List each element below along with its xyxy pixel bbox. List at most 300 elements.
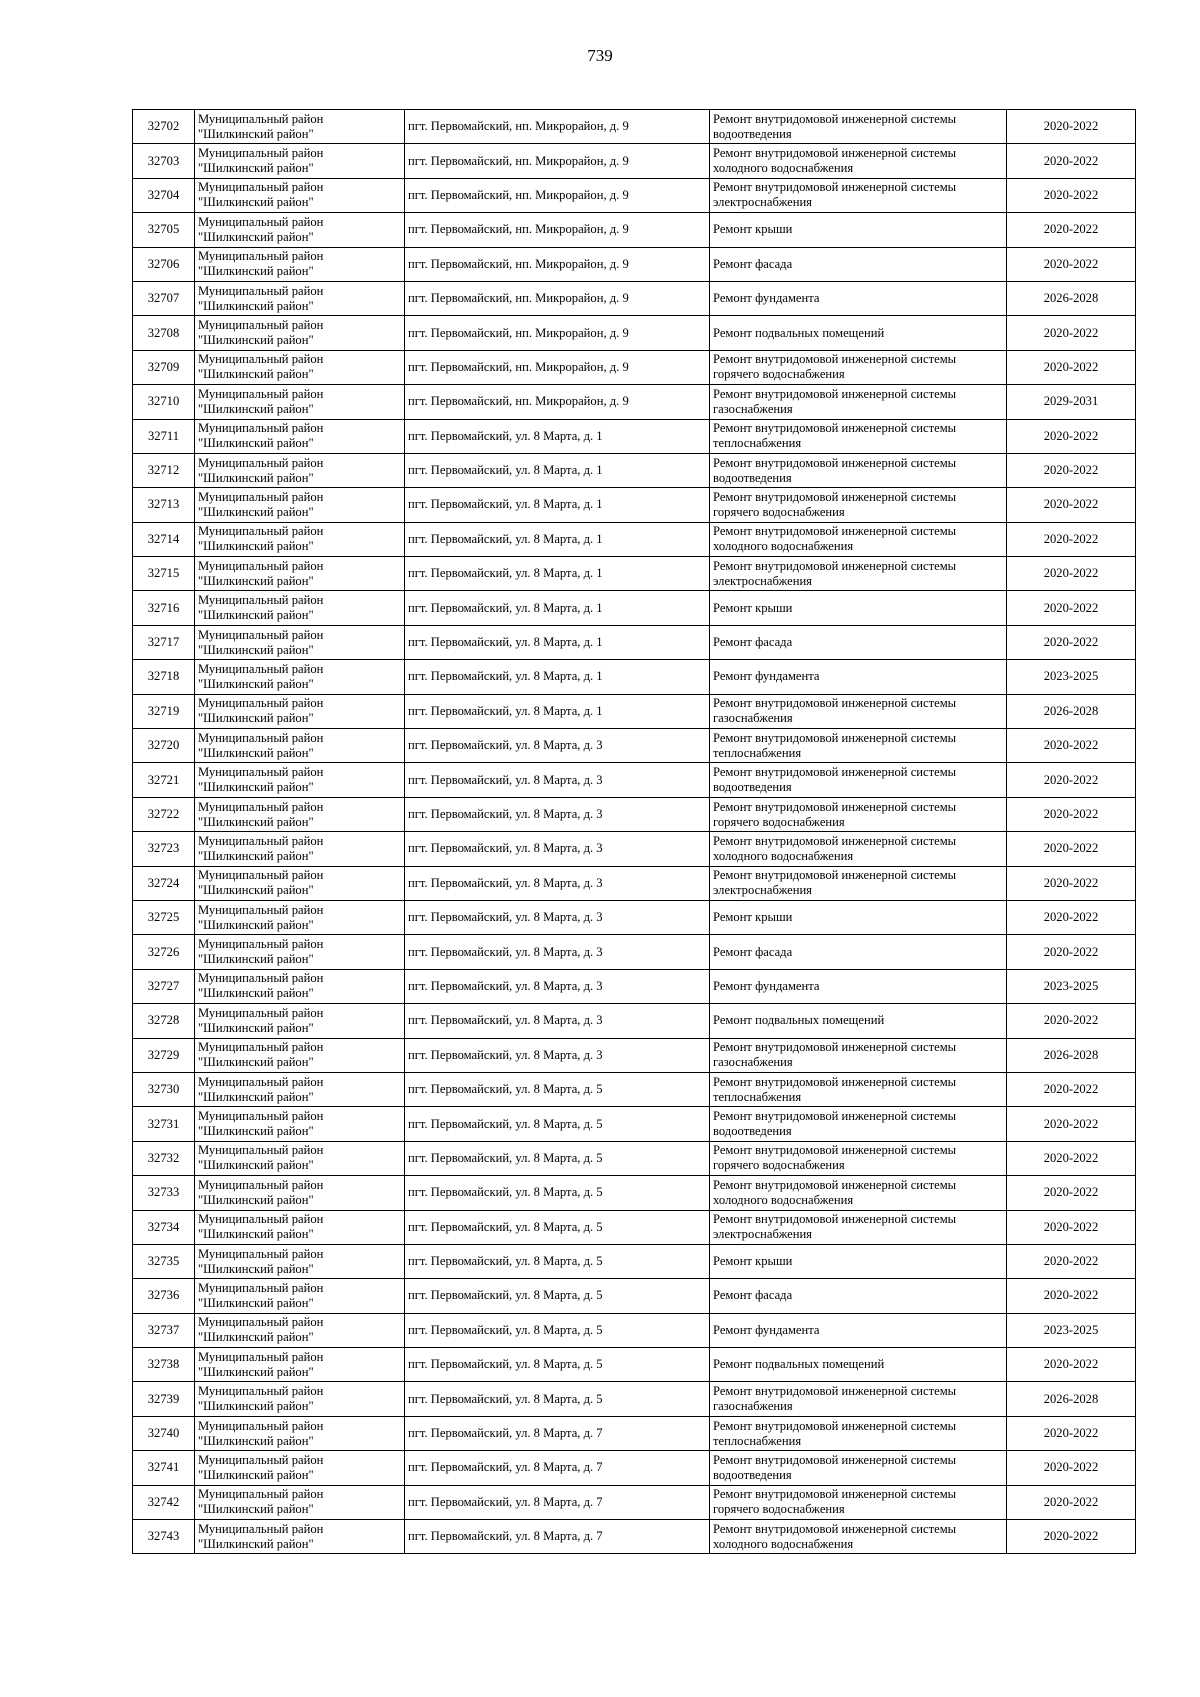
municipality-cell — [195, 1520, 405, 1554]
work-type-line: Ремонт подвальных помещений — [713, 1357, 885, 1372]
municipality-line: "Шилкинский район" — [198, 642, 314, 657]
work-type-line: водоотведения — [713, 1124, 792, 1139]
work-type-cell — [710, 1107, 1007, 1141]
work-type-line: Ремонт фасада — [713, 256, 793, 271]
address-cell: пгт. Первомайский, ул. 8 Марта, д. 1 — [405, 660, 710, 694]
municipality-cell — [195, 797, 405, 831]
work-type-line: Ремонт внутридомовой инженерной системы — [713, 1452, 957, 1467]
table-row — [133, 488, 1136, 522]
municipality-line: Муниципальный район — [198, 1280, 324, 1295]
period-cell: 2020-2022 — [1007, 832, 1136, 866]
work-type-line: горячего водоснабжения — [713, 367, 845, 382]
address-cell: пгт. Первомайский, ул. 8 Марта, д. 7 — [405, 1485, 710, 1519]
work-type-line: Ремонт фасада — [713, 1288, 793, 1303]
table-row — [133, 316, 1136, 350]
municipality-line: "Шилкинский район" — [198, 711, 314, 726]
period-cell: 2023-2025 — [1007, 969, 1136, 1003]
table-row — [133, 935, 1136, 969]
table-row — [133, 866, 1136, 900]
address-cell: пгт. Первомайский, ул. 8 Марта, д. 3 — [405, 729, 710, 763]
municipality-line: "Шилкинский район" — [198, 1399, 314, 1414]
period-cell: 2020-2022 — [1007, 797, 1136, 831]
address-cell: пгт. Первомайский, ул. 8 Марта, д. 3 — [405, 900, 710, 934]
table-row — [133, 419, 1136, 453]
municipality-line: "Шилкинский район" — [198, 745, 314, 760]
table-row — [133, 213, 1136, 247]
address-cell: пгт. Первомайский, нп. Микрорайон, д. 9 — [405, 144, 710, 178]
municipality-cell — [195, 1072, 405, 1106]
municipality-cell — [195, 350, 405, 384]
work-type-cell — [710, 1451, 1007, 1485]
row-number-cell: 32731 — [133, 1107, 195, 1141]
municipality-line: Муниципальный район — [198, 765, 324, 780]
municipality-line: Муниципальный район — [198, 318, 324, 333]
municipality-line: Муниципальный район — [198, 180, 324, 195]
municipality-cell — [195, 557, 405, 591]
municipality-line: Муниципальный район — [198, 352, 324, 367]
municipality-line: "Шилкинский район" — [198, 1020, 314, 1035]
municipality-line: "Шилкинский район" — [198, 1227, 314, 1242]
work-type-line: газоснабжения — [713, 401, 793, 416]
municipality-line: Муниципальный район — [198, 1487, 324, 1502]
municipality-cell — [195, 763, 405, 797]
address-cell: пгт. Первомайский, ул. 8 Марта, д. 3 — [405, 763, 710, 797]
work-type-cell — [710, 1072, 1007, 1106]
row-number-cell: 32717 — [133, 625, 195, 659]
municipality-line: "Шилкинский район" — [198, 1502, 314, 1517]
period-cell: 2026-2028 — [1007, 694, 1136, 728]
row-number-cell: 32730 — [133, 1072, 195, 1106]
period-cell: 2020-2022 — [1007, 453, 1136, 487]
work-type-line: Ремонт внутридомовой инженерной системы — [713, 146, 957, 161]
table-row — [133, 1313, 1136, 1347]
row-number-cell: 32719 — [133, 694, 195, 728]
work-type-line: Ремонт крыши — [713, 222, 793, 237]
address-cell: пгт. Первомайский, ул. 8 Марта, д. 3 — [405, 969, 710, 1003]
municipality-cell — [195, 316, 405, 350]
row-number-cell: 32732 — [133, 1141, 195, 1175]
work-type-line: Ремонт фундамента — [713, 669, 820, 684]
period-cell: 2020-2022 — [1007, 247, 1136, 281]
work-type-line: Ремонт фундамента — [713, 1322, 820, 1337]
work-type-cell — [710, 316, 1007, 350]
row-number-cell: 32726 — [133, 935, 195, 969]
work-type-line: Ремонт внутридомовой инженерной системы — [713, 868, 957, 883]
work-type-line: водоотведения — [713, 126, 792, 141]
address-cell: пгт. Первомайский, ул. 8 Марта, д. 7 — [405, 1416, 710, 1450]
row-number-cell: 32736 — [133, 1279, 195, 1313]
work-type-line: Ремонт фасада — [713, 635, 793, 650]
work-type-cell — [710, 281, 1007, 315]
table-row — [133, 453, 1136, 487]
work-type-line: Ремонт внутридомовой инженерной системы — [713, 180, 957, 195]
work-type-line: Ремонт внутридомовой инженерной системы — [713, 421, 957, 436]
period-cell: 2020-2022 — [1007, 729, 1136, 763]
row-number-cell: 32707 — [133, 281, 195, 315]
work-type-line: Ремонт внутридомовой инженерной системы — [713, 1212, 957, 1227]
row-number-cell: 32725 — [133, 900, 195, 934]
work-type-cell — [710, 1004, 1007, 1038]
work-type-cell — [710, 625, 1007, 659]
period-cell: 2020-2022 — [1007, 557, 1136, 591]
work-type-line: холодного водоснабжения — [713, 1192, 854, 1207]
work-type-cell — [710, 1210, 1007, 1244]
work-type-line: электроснабжения — [713, 195, 812, 210]
row-number-cell: 32714 — [133, 522, 195, 556]
work-type-line: Ремонт внутридомовой инженерной системы — [713, 696, 957, 711]
table-row — [133, 729, 1136, 763]
work-type-cell — [710, 350, 1007, 384]
row-number-cell: 32729 — [133, 1038, 195, 1072]
address-cell: пгт. Первомайский, ул. 8 Марта, д. 3 — [405, 1038, 710, 1072]
table-row — [133, 694, 1136, 728]
period-cell: 2020-2022 — [1007, 1416, 1136, 1450]
municipality-line: "Шилкинский район" — [198, 195, 314, 210]
work-type-cell — [710, 1038, 1007, 1072]
work-type-line: Ремонт фасада — [713, 944, 793, 959]
row-number-cell: 32724 — [133, 866, 195, 900]
table-row — [133, 110, 1136, 144]
work-type-line: холодного водоснабжения — [713, 848, 854, 863]
municipality-cell — [195, 1382, 405, 1416]
period-cell: 2020-2022 — [1007, 1107, 1136, 1141]
row-number-cell: 32718 — [133, 660, 195, 694]
work-type-cell — [710, 797, 1007, 831]
municipality-line: Муниципальный район — [198, 730, 324, 745]
municipality-line: Муниципальный район — [198, 421, 324, 436]
period-cell: 2020-2022 — [1007, 213, 1136, 247]
work-type-line: Ремонт внутридомовой инженерной системы — [713, 1418, 957, 1433]
table-row — [133, 969, 1136, 1003]
municipality-cell — [195, 1176, 405, 1210]
period-cell: 2020-2022 — [1007, 144, 1136, 178]
municipality-cell — [195, 694, 405, 728]
work-type-line: Ремонт внутридомовой инженерной системы — [713, 1109, 957, 1124]
row-number-cell: 32737 — [133, 1313, 195, 1347]
work-type-line: газоснабжения — [713, 1399, 793, 1414]
municipality-cell — [195, 281, 405, 315]
row-number-cell: 32723 — [133, 832, 195, 866]
work-type-cell — [710, 1520, 1007, 1554]
work-type-cell — [710, 969, 1007, 1003]
row-number-cell: 32716 — [133, 591, 195, 625]
work-type-line: Ремонт внутридомовой инженерной системы — [713, 352, 957, 367]
table-row — [133, 385, 1136, 419]
period-cell: 2023-2025 — [1007, 660, 1136, 694]
table-row — [133, 1485, 1136, 1519]
municipality-cell — [195, 832, 405, 866]
work-type-line: Ремонт внутридомовой инженерной системы — [713, 111, 957, 126]
municipality-line: "Шилкинский район" — [198, 1124, 314, 1139]
municipality-line: Муниципальный район — [198, 661, 324, 676]
table-row — [133, 763, 1136, 797]
row-number-cell: 32711 — [133, 419, 195, 453]
municipality-line: Муниципальный район — [198, 489, 324, 504]
period-cell: 2020-2022 — [1007, 625, 1136, 659]
table-row — [133, 1348, 1136, 1382]
work-type-line: теплоснабжения — [713, 1089, 802, 1104]
municipality-line: Муниципальный район — [198, 249, 324, 264]
row-number-cell: 32743 — [133, 1520, 195, 1554]
table-row — [133, 660, 1136, 694]
period-cell: 2029-2031 — [1007, 385, 1136, 419]
work-type-line: горячего водоснабжения — [713, 814, 845, 829]
work-type-line: Ремонт подвальных помещений — [713, 1013, 885, 1028]
work-type-line: теплоснабжения — [713, 436, 802, 451]
period-cell: 2020-2022 — [1007, 1348, 1136, 1382]
municipality-cell — [195, 1244, 405, 1278]
work-type-line: Ремонт внутридомовой инженерной системы — [713, 799, 957, 814]
period-cell: 2023-2025 — [1007, 1313, 1136, 1347]
municipality-cell — [195, 247, 405, 281]
period-cell: 2020-2022 — [1007, 110, 1136, 144]
period-cell: 2020-2022 — [1007, 763, 1136, 797]
municipality-line: Муниципальный район — [198, 558, 324, 573]
municipality-cell — [195, 729, 405, 763]
address-cell: пгт. Первомайский, ул. 8 Марта, д. 3 — [405, 832, 710, 866]
work-type-line: Ремонт крыши — [713, 1254, 793, 1269]
municipality-line: "Шилкинский район" — [198, 1158, 314, 1173]
work-type-line: теплоснабжения — [713, 745, 802, 760]
municipality-line: "Шилкинский район" — [198, 264, 314, 279]
work-type-line: электроснабжения — [713, 1227, 812, 1242]
municipality-line: "Шилкинский район" — [198, 470, 314, 485]
municipality-cell — [195, 625, 405, 659]
table-row — [133, 1004, 1136, 1038]
municipality-cell — [195, 178, 405, 212]
municipality-cell — [195, 419, 405, 453]
municipality-line: "Шилкинский район" — [198, 1330, 314, 1345]
municipality-line: "Шилкинский район" — [198, 883, 314, 898]
municipality-line: "Шилкинский район" — [198, 1295, 314, 1310]
table-row — [133, 1210, 1136, 1244]
address-cell: пгт. Первомайский, нп. Микрорайон, д. 9 — [405, 281, 710, 315]
municipality-line: Муниципальный район — [198, 868, 324, 883]
work-type-line: Ремонт внутридомовой инженерной системы — [713, 489, 957, 504]
work-type-cell — [710, 488, 1007, 522]
row-number-cell: 32735 — [133, 1244, 195, 1278]
municipality-cell — [195, 1004, 405, 1038]
row-number-cell: 32728 — [133, 1004, 195, 1038]
period-cell: 2020-2022 — [1007, 178, 1136, 212]
work-type-line: Ремонт внутридомовой инженерной системы — [713, 455, 957, 470]
municipality-line: "Шилкинский район" — [198, 986, 314, 1001]
municipality-line: Муниципальный район — [198, 799, 324, 814]
table-row — [133, 1072, 1136, 1106]
row-number-cell: 32738 — [133, 1348, 195, 1382]
municipality-line: "Шилкинский район" — [198, 952, 314, 967]
period-cell: 2020-2022 — [1007, 316, 1136, 350]
row-number-cell: 32742 — [133, 1485, 195, 1519]
table-row — [133, 1244, 1136, 1278]
address-cell: пгт. Первомайский, ул. 8 Марта, д. 3 — [405, 1004, 710, 1038]
municipality-cell — [195, 935, 405, 969]
table-row — [133, 178, 1136, 212]
municipality-line: "Шилкинский район" — [198, 539, 314, 554]
row-number-cell: 32712 — [133, 453, 195, 487]
municipality-cell — [195, 110, 405, 144]
address-cell: пгт. Первомайский, ул. 8 Марта, д. 5 — [405, 1141, 710, 1175]
work-type-line: Ремонт внутридомовой инженерной системы — [713, 1177, 957, 1192]
work-type-cell — [710, 694, 1007, 728]
work-type-line: Ремонт фундамента — [713, 291, 820, 306]
municipality-cell — [195, 1279, 405, 1313]
municipality-line: Муниципальный район — [198, 971, 324, 986]
table-row — [133, 591, 1136, 625]
row-number-cell: 32706 — [133, 247, 195, 281]
address-cell: пгт. Первомайский, нп. Микрорайон, д. 9 — [405, 350, 710, 384]
work-type-line: газоснабжения — [713, 711, 793, 726]
municipality-cell — [195, 1348, 405, 1382]
address-cell: пгт. Первомайский, ул. 8 Марта, д. 7 — [405, 1451, 710, 1485]
municipality-cell — [195, 660, 405, 694]
work-type-cell — [710, 1382, 1007, 1416]
row-number-cell: 32704 — [133, 178, 195, 212]
table-row — [133, 1520, 1136, 1554]
period-cell: 2026-2028 — [1007, 1038, 1136, 1072]
address-cell: пгт. Первомайский, нп. Микрорайон, д. 9 — [405, 385, 710, 419]
municipality-cell — [195, 866, 405, 900]
work-type-cell — [710, 419, 1007, 453]
table-row — [133, 625, 1136, 659]
row-number-cell: 32722 — [133, 797, 195, 831]
municipality-cell — [195, 900, 405, 934]
municipality-line: Муниципальный район — [198, 1177, 324, 1192]
address-cell: пгт. Первомайский, ул. 8 Марта, д. 7 — [405, 1520, 710, 1554]
municipality-line: Муниципальный район — [198, 283, 324, 298]
municipality-line: Муниципальный район — [198, 1143, 324, 1158]
address-cell: пгт. Первомайский, ул. 8 Марта, д. 5 — [405, 1348, 710, 1382]
municipality-line: Муниципальный район — [198, 111, 324, 126]
table-row — [133, 1176, 1136, 1210]
row-number-cell: 32708 — [133, 316, 195, 350]
period-cell: 2020-2022 — [1007, 1244, 1136, 1278]
work-type-line: водоотведения — [713, 1467, 792, 1482]
municipality-line: "Шилкинский район" — [198, 917, 314, 932]
work-type-cell — [710, 900, 1007, 934]
municipality-cell — [195, 385, 405, 419]
municipality-line: Муниципальный район — [198, 593, 324, 608]
municipality-line: Муниципальный район — [198, 937, 324, 952]
period-cell: 2020-2022 — [1007, 1176, 1136, 1210]
municipality-line: "Шилкинский район" — [198, 298, 314, 313]
period-cell: 2020-2022 — [1007, 1210, 1136, 1244]
municipality-line: "Шилкинский район" — [198, 814, 314, 829]
period-cell: 2020-2022 — [1007, 419, 1136, 453]
municipality-line: Муниципальный район — [198, 524, 324, 539]
work-type-line: холодного водоснабжения — [713, 161, 854, 176]
municipality-line: "Шилкинский район" — [198, 504, 314, 519]
address-cell: пгт. Первомайский, ул. 8 Марта, д. 5 — [405, 1313, 710, 1347]
period-cell: 2020-2022 — [1007, 1072, 1136, 1106]
work-type-line: горячего водоснабжения — [713, 1158, 845, 1173]
municipality-line: Муниципальный район — [198, 1349, 324, 1364]
work-type-cell — [710, 247, 1007, 281]
table-row — [133, 1141, 1136, 1175]
municipality-cell — [195, 144, 405, 178]
work-type-line: Ремонт внутридомовой инженерной системы — [713, 765, 957, 780]
row-number-cell: 32721 — [133, 763, 195, 797]
work-type-cell — [710, 729, 1007, 763]
municipality-cell — [195, 1313, 405, 1347]
address-cell: пгт. Первомайский, ул. 8 Марта, д. 1 — [405, 625, 710, 659]
address-cell: пгт. Первомайский, нп. Микрорайон, д. 9 — [405, 110, 710, 144]
municipality-line: "Шилкинский район" — [198, 1433, 314, 1448]
work-type-line: Ремонт внутридомовой инженерной системы — [713, 1143, 957, 1158]
period-cell: 2020-2022 — [1007, 866, 1136, 900]
table-row — [133, 797, 1136, 831]
address-cell: пгт. Первомайский, ул. 8 Марта, д. 5 — [405, 1072, 710, 1106]
period-cell: 2020-2022 — [1007, 522, 1136, 556]
row-number-cell: 32720 — [133, 729, 195, 763]
municipality-line: "Шилкинский район" — [198, 229, 314, 244]
row-number-cell: 32741 — [133, 1451, 195, 1485]
work-type-cell — [710, 1416, 1007, 1450]
period-cell: 2020-2022 — [1007, 488, 1136, 522]
municipality-cell — [195, 969, 405, 1003]
work-type-cell — [710, 1313, 1007, 1347]
address-cell: пгт. Первомайский, ул. 8 Марта, д. 5 — [405, 1382, 710, 1416]
address-cell: пгт. Первомайский, ул. 8 Марта, д. 3 — [405, 797, 710, 831]
municipality-line: Муниципальный район — [198, 696, 324, 711]
work-type-cell — [710, 1141, 1007, 1175]
work-type-line: газоснабжения — [713, 1055, 793, 1070]
municipality-line: Муниципальный район — [198, 1109, 324, 1124]
municipality-line: Муниципальный район — [198, 1315, 324, 1330]
work-type-cell — [710, 1279, 1007, 1313]
municipality-line: "Шилкинский район" — [198, 1467, 314, 1482]
municipality-line: "Шилкинский район" — [198, 436, 314, 451]
municipality-line: Муниципальный район — [198, 1212, 324, 1227]
work-type-cell — [710, 1244, 1007, 1278]
municipality-line: Муниципальный район — [198, 833, 324, 848]
table-row — [133, 1416, 1136, 1450]
table-row — [133, 247, 1136, 281]
municipality-line: "Шилкинский район" — [198, 126, 314, 141]
address-cell: пгт. Первомайский, нп. Микрорайон, д. 9 — [405, 213, 710, 247]
municipality-line: "Шилкинский район" — [198, 333, 314, 348]
work-type-line: Ремонт внутридомовой инженерной системы — [713, 1384, 957, 1399]
work-type-cell — [710, 522, 1007, 556]
municipality-line: Муниципальный район — [198, 627, 324, 642]
municipality-line: Муниципальный район — [198, 1040, 324, 1055]
municipality-line: Муниципальный район — [198, 1521, 324, 1536]
address-cell: пгт. Первомайский, ул. 8 Марта, д. 1 — [405, 522, 710, 556]
repair-schedule-table — [132, 109, 1136, 1554]
table-row — [133, 832, 1136, 866]
table-row — [133, 1451, 1136, 1485]
municipality-line: "Шилкинский район" — [198, 1089, 314, 1104]
municipality-line: "Шилкинский район" — [198, 848, 314, 863]
table-body — [133, 110, 1136, 1554]
work-type-line: Ремонт внутридомовой инженерной системы — [713, 833, 957, 848]
work-type-cell — [710, 385, 1007, 419]
municipality-line: "Шилкинский район" — [198, 780, 314, 795]
address-cell: пгт. Первомайский, нп. Микрорайон, д. 9 — [405, 178, 710, 212]
work-type-line: Ремонт внутридомовой инженерной системы — [713, 1487, 957, 1502]
address-cell: пгт. Первомайский, ул. 8 Марта, д. 5 — [405, 1107, 710, 1141]
municipality-line: Муниципальный район — [198, 1005, 324, 1020]
period-cell: 2020-2022 — [1007, 1279, 1136, 1313]
municipality-line: "Шилкинский район" — [198, 161, 314, 176]
municipality-line: "Шилкинский район" — [198, 367, 314, 382]
municipality-line: Муниципальный район — [198, 1074, 324, 1089]
work-type-line: Ремонт подвальных помещений — [713, 325, 885, 340]
municipality-line: "Шилкинский район" — [198, 1192, 314, 1207]
work-type-cell — [710, 213, 1007, 247]
work-type-line: холодного водоснабжения — [713, 1536, 854, 1551]
municipality-cell — [195, 1485, 405, 1519]
